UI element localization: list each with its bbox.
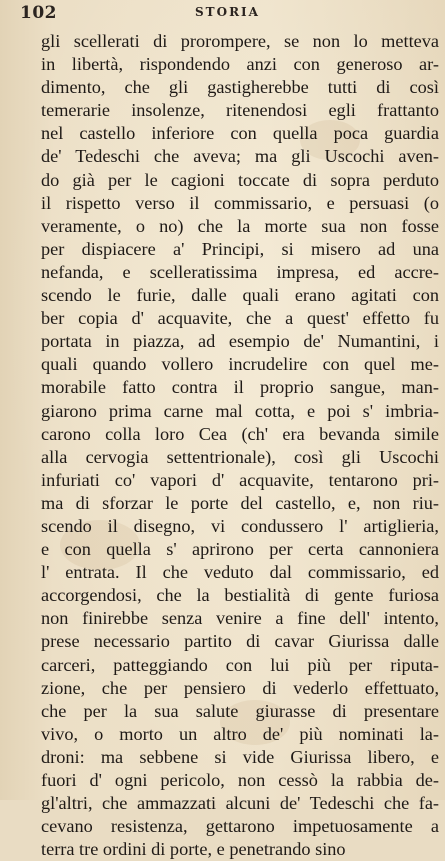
text-line: fuori d' ogni pericolo, non cessò la rabbia de- [41,770,440,790]
running-head: STORIA [195,5,260,19]
text-line: ber copia d' acquavite, che a quest' effetto fu [41,308,440,329]
text-line: droni: ma sebbene si vide Giurissa libero, e [41,746,439,767]
text-line: temerarie insolenze, ritenendosi egli frattanto [41,100,439,121]
text-line: nel castello inferiore con quella poca guardia [41,123,439,144]
text-line: in libertà, rispondendo anzi con generoso ar- [41,54,439,75]
text-line: veramente, o no) che la morte sua non fosse [41,215,439,236]
text-line: giarono prima carne mal cotta, e poi s' imbria- [41,400,439,421]
text-line: carceri, patteggiando con lui più per riputa- [41,654,440,675]
body-text [41,30,439,861]
text-line: vivo, o morto un altro de' più nominati la- [41,723,440,744]
text-line: portata in piazza, ad esempio de' Numantini, i [41,331,439,352]
page-number: 102 [20,3,57,23]
text-line: cevano resistenza, gettarono impetuosamente a [41,816,440,837]
text-line: gl'altri, che ammazzati alcuni de' Tedeschi che fa- [41,793,440,814]
text-line: quali quando vollero incrudelire con quel me- [41,354,439,375]
text-line: gli scellerati di prorompere, se non lo metteva [41,31,440,51]
text-line: nefanda, e scelleratissima impresa, ed accre- [41,261,439,282]
text-line: ma di sforzar le porte del castello, e, non riu- [41,492,439,513]
text-line: il rispetto verso il commissario, e persuasi (o [41,192,439,213]
text-line: e con quella s' aprirono per certa cannoniera [41,539,440,560]
text-line: carono colla loro Cea (ch' era bevanda simile [41,423,439,444]
text-line: morabile fatto contra il proprio sangue, man- [41,377,439,398]
text-line: non finirebbe senza venire a fine dell' intento, [41,608,439,629]
text-line: terra tre ordini di porte, e penetrando sino [41,839,346,860]
text-line: prese necessario partito di cavar Giurissa dalle [41,631,439,652]
text-line: l' entrata. Il che veduto dal commissario, ed [41,562,439,583]
text-line: che per la sua salute giurasse di presentare [41,700,439,721]
text-line: alla cervogia settentrionale), così gli Uscochi [41,446,440,467]
text-line: zione, che per pensiero di vederlo effettuato, [41,677,440,698]
page-header [20,3,435,27]
text-line: infuriati co' vapori d' acquavite, tentarono pri- [41,469,440,490]
text-line: scendo le furie, dalle quali erano agitati con [41,285,439,306]
text-line: de' Tedeschi che aveva; ma gli Uscochi aven- [41,146,439,167]
text-line: dimento, che gli gastigherebbe tutti di così [41,77,439,98]
text-line: scendo il disegno, vi condussero l' artiglieria, [41,515,439,536]
text-line: per dispiacere a' Principi, si misero ad una [41,238,440,259]
text-line: accorgendosi, che la bestialità di gente furiosa [41,585,440,606]
text-line: do già per le cagioni toccate di sopra perduto [41,169,439,190]
